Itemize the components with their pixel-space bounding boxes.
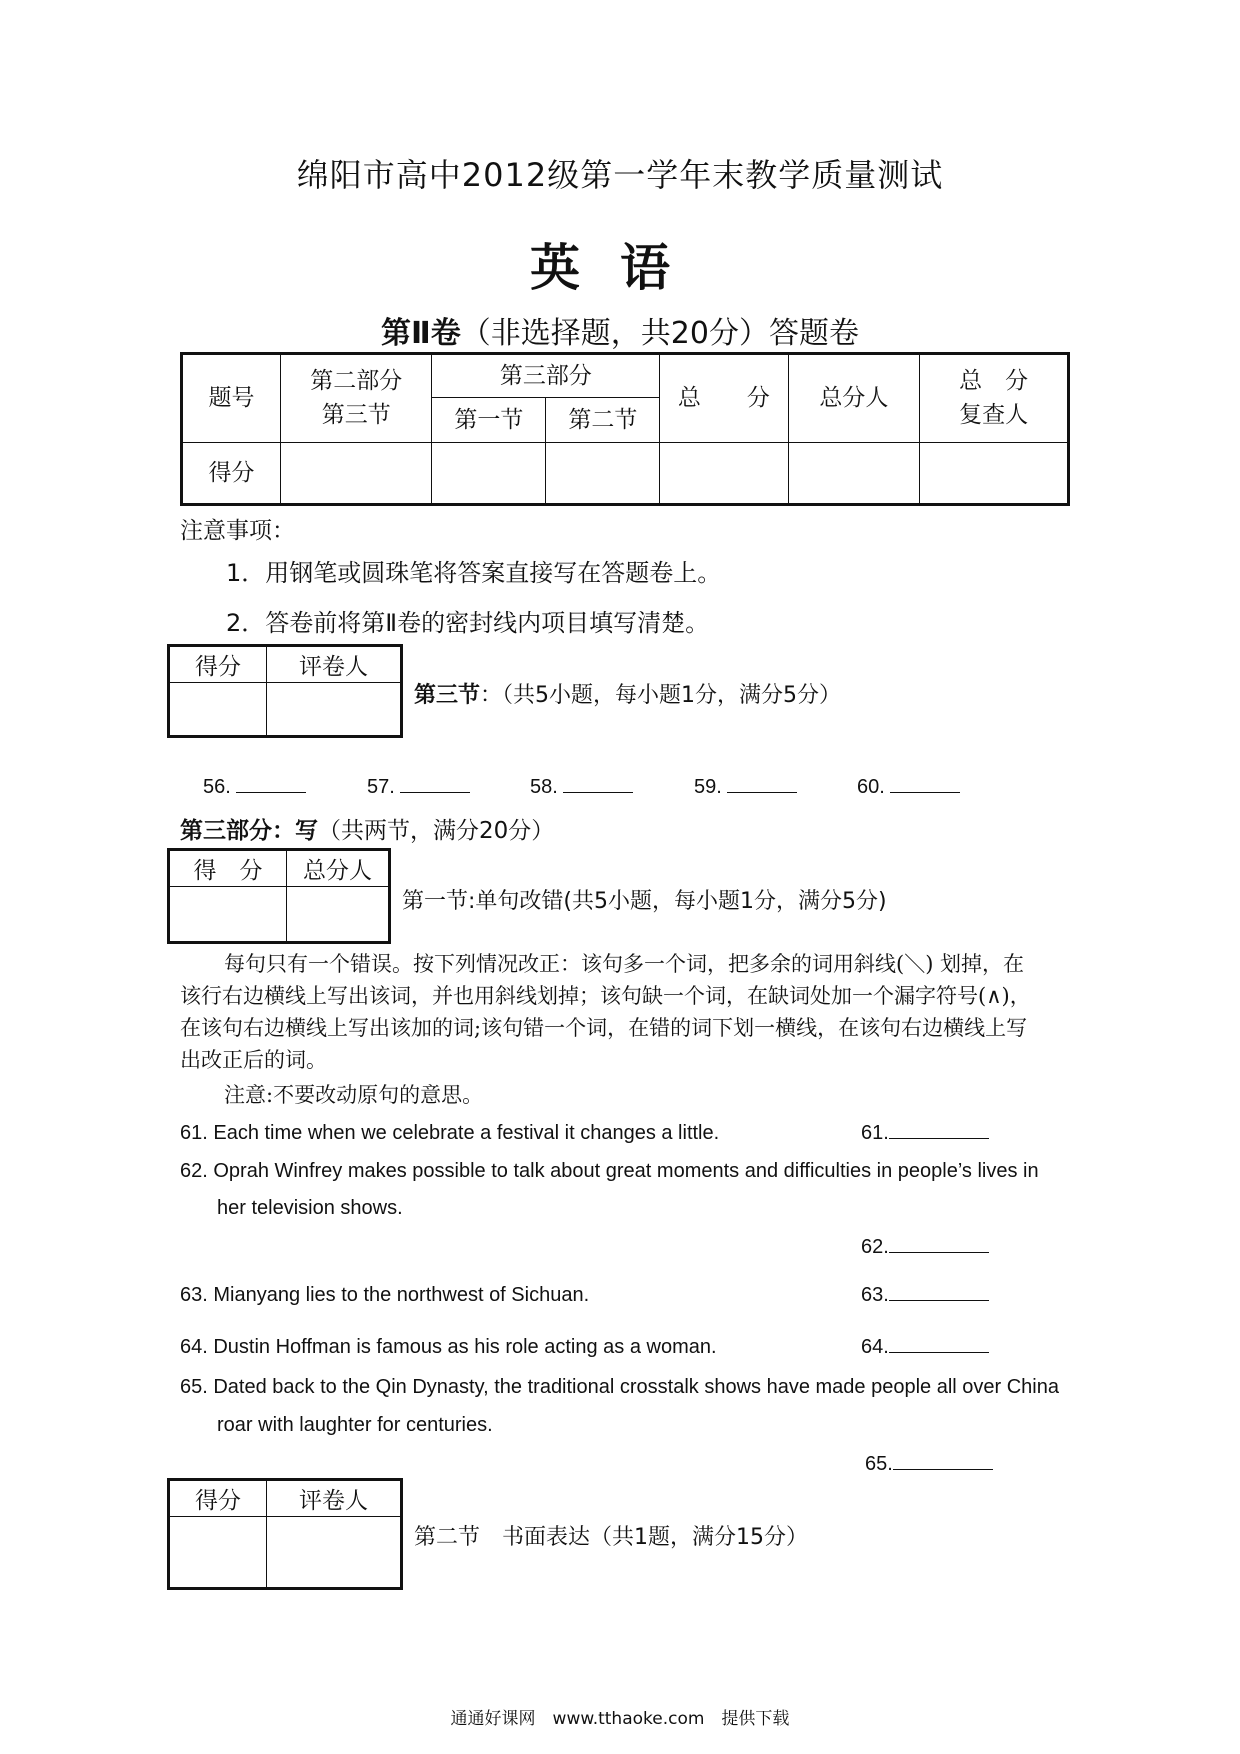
volume-label: 第Ⅱ卷 bbox=[381, 316, 461, 351]
box-grader-cell[interactable] bbox=[267, 1517, 402, 1589]
box-score-label: 得分 bbox=[169, 646, 267, 683]
section3-score-box bbox=[167, 644, 403, 738]
header-reviewer: 总 分 复查人 bbox=[920, 354, 1069, 443]
box-scorer-cell[interactable] bbox=[287, 887, 390, 943]
answer-60[interactable]: 60. bbox=[857, 776, 960, 799]
score-table bbox=[180, 352, 1070, 506]
question-64: 64. Dustin Hoffman is famous as his role acting as a woman. bbox=[180, 1336, 717, 1358]
answer-56[interactable]: 56. bbox=[203, 776, 306, 799]
notes-heading: 注意事项： bbox=[180, 518, 295, 544]
question-62-line-2: her television shows. bbox=[217, 1197, 403, 1219]
part3-sec2-title: 第二节 书面表达（共1题，满分15分） bbox=[414, 1525, 808, 1550]
answer-62[interactable]: 62. bbox=[861, 1236, 989, 1259]
sec2-score-box bbox=[167, 1478, 403, 1590]
exam-title: 绵阳市高中2012级第一学年末教学质量测试 bbox=[296, 156, 944, 194]
answer-57[interactable]: 57. bbox=[367, 776, 470, 799]
header-total: 总 分 bbox=[660, 354, 788, 443]
score-cell-total[interactable] bbox=[660, 442, 788, 504]
box-scorer-label: 总分人 bbox=[287, 850, 390, 887]
note-item-2: 2．答卷前将第Ⅱ卷的密封线内项目填写清楚。 bbox=[226, 609, 710, 637]
score-cell-part2[interactable] bbox=[281, 442, 432, 504]
header-scorer: 总分人 bbox=[788, 354, 920, 443]
box-grader-label: 评卷人 bbox=[267, 1480, 402, 1517]
volume-description: （非选择题，共20分）答题卷 bbox=[460, 316, 859, 351]
footer-download-note: 通通好课网 www.tthaoke.com 提供下载 bbox=[450, 1709, 790, 1729]
header-part3-sec1: 第一节 bbox=[432, 398, 546, 442]
instructions-line-4: 出改正后的词。 bbox=[180, 1048, 327, 1072]
answer-65[interactable]: 65. bbox=[865, 1453, 993, 1476]
part3-title: 第三部分：写（共两节，满分20分） bbox=[180, 818, 555, 844]
answer-59[interactable]: 59. bbox=[694, 776, 797, 799]
answer-63[interactable]: 63. bbox=[861, 1284, 989, 1307]
header-part3: 第三部分 bbox=[432, 354, 660, 398]
score-cell-part3-sec1[interactable] bbox=[432, 442, 546, 504]
volume-header bbox=[0, 308, 1240, 352]
score-cell-reviewer[interactable] bbox=[920, 442, 1069, 504]
box-score-cell[interactable] bbox=[169, 1517, 267, 1589]
answer-61[interactable]: 61. bbox=[861, 1122, 989, 1145]
box-grader-label: 评卷人 bbox=[267, 646, 402, 683]
question-61: 61. Each time when we celebrate a festival it changes a little. bbox=[180, 1122, 720, 1144]
part3-score-box bbox=[167, 848, 391, 944]
header-part3-sec2: 第二节 bbox=[546, 398, 660, 442]
header-part2: 第二部分 第三节 bbox=[281, 354, 432, 443]
part3-sec1-title: 第一节:单句改错(共5小题，每小题1分，满分5分) bbox=[402, 889, 887, 914]
answer-64[interactable]: 64. bbox=[861, 1336, 989, 1359]
section3-title: 第三节：（共5小题，每小题1分，满分5分） bbox=[414, 683, 842, 708]
box-grader-cell[interactable] bbox=[267, 683, 402, 737]
box-score-cell[interactable] bbox=[169, 683, 267, 737]
instructions-line-3: 在该句右边横线上写出该加的词;该句错一个词，在错的词下划一横线，在该句右边横线上写 bbox=[180, 1016, 1028, 1040]
score-cell-part3-sec2[interactable] bbox=[546, 442, 660, 504]
note-item-1: 1．用钢笔或圆珠笔将答案直接写在答题卷上。 bbox=[226, 559, 722, 587]
box-score-cell[interactable] bbox=[169, 887, 287, 943]
box-score-label: 得 分 bbox=[169, 850, 287, 887]
question-65-line-2: roar with laughter for centuries. bbox=[217, 1414, 493, 1436]
row-score-label: 得分 bbox=[182, 442, 281, 504]
header-question: 题号 bbox=[182, 354, 281, 443]
question-63: 63. Mianyang lies to the northwest of Sichuan. bbox=[180, 1284, 590, 1306]
answer-58[interactable]: 58. bbox=[530, 776, 633, 799]
instructions-line-2: 该行右边横线上写出该词，并也用斜线划掉；该句缺一个词，在缺词处加一个漏字符号(∧)， bbox=[180, 984, 1031, 1008]
box-score-label: 得分 bbox=[169, 1480, 267, 1517]
score-cell-scorer[interactable] bbox=[788, 442, 920, 504]
question-62-line-1: 62. Oprah Winfrey makes possible to talk about great moments and difficulties in people’s lives in bbox=[180, 1160, 1039, 1182]
instructions-note: 注意:不要改动原句的意思。 bbox=[224, 1083, 484, 1107]
question-65-line-1: 65. Dated back to the Qin Dynasty, the traditional crosstalk shows have made people all over China bbox=[180, 1376, 1059, 1398]
subject-title: 英语 bbox=[530, 239, 710, 297]
instructions-line-1: 每句只有一个错误。按下列情况改正：该句多一个词，把多余的词用斜线(＼) 划掉，在 bbox=[224, 952, 1025, 976]
